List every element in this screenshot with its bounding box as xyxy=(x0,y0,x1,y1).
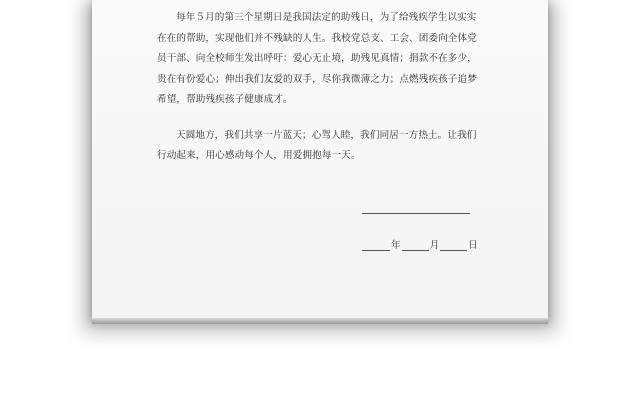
year-blank xyxy=(362,239,390,251)
day-label: 日 xyxy=(468,240,478,251)
letter-body xyxy=(157,8,485,167)
month-label: 月 xyxy=(429,240,440,251)
paper-bottom-edge xyxy=(92,318,548,324)
year-label: 年 xyxy=(391,240,401,251)
letter-paragraph-1: 每年５月的第三个星期日是我国法定的助残日，为了给残疾学生以实实在在的帮助，实现他们并不残缺的人生。我校党总支、工会、团委向全体党员干部、向全校师生发出呼吁：爱心无止境，助残见真情；捐款不在多少，贵在有份爱心；伸出我们友爱的双手，尽你我微薄之力；点燃残疾孩子追梦希望，帮助残疾孩子健康成才。 xyxy=(157,12,477,105)
signature-line xyxy=(362,213,470,214)
date-line xyxy=(362,237,479,251)
letter-paragraph-2: 天圆地方，我们共享一片蓝天；心驾人睦，我们同居一方热土。让我们行动起来，用心感动每个人，用爱拥抱每一天。 xyxy=(157,129,477,161)
month-blank xyxy=(402,239,429,251)
day-blank xyxy=(440,239,467,251)
